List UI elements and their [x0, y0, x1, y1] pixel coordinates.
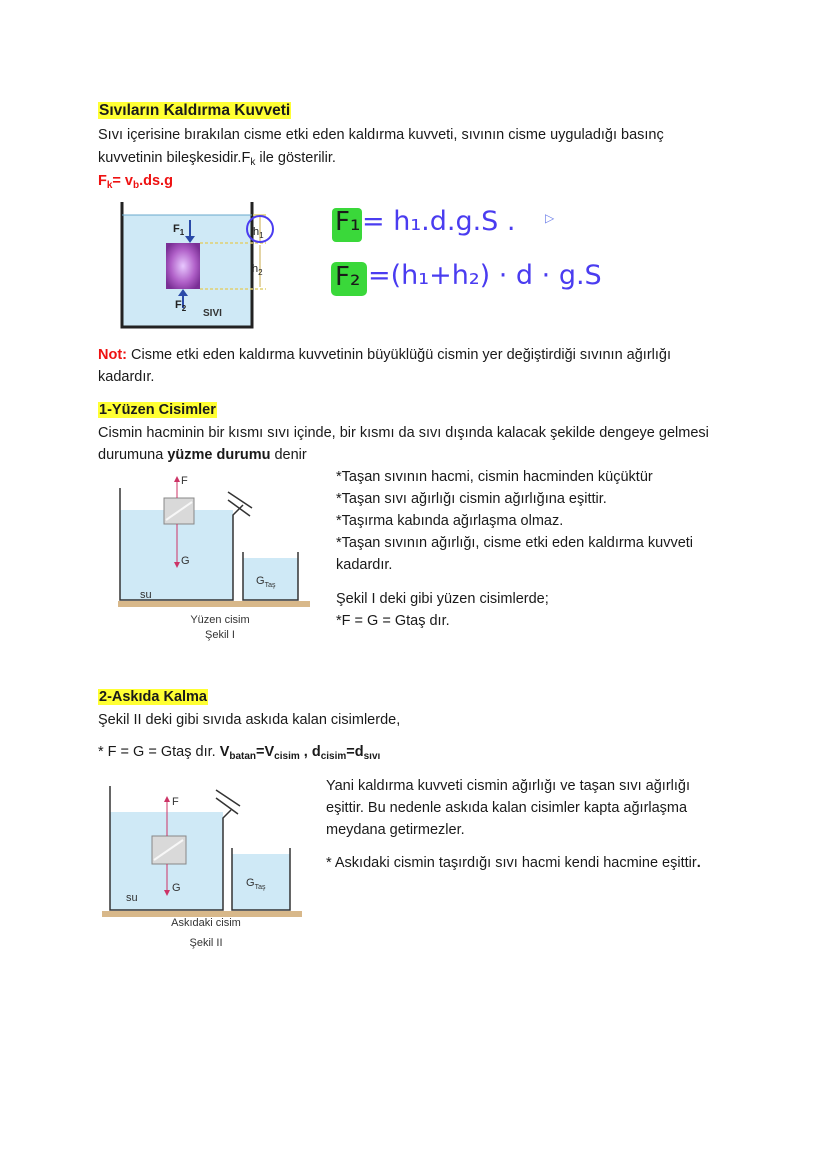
intro-line-1: Sıvı içerisine bırakılan cisme etki eden kaldırma kuvveti, sıvının cisme uyguladığı basınç	[98, 127, 664, 143]
liquid-label: SIVI	[203, 308, 222, 319]
f-label: F	[181, 475, 188, 487]
floating-line-1: Cismin hacminin bir kısmı sıvı içinde, bir kısmı da sıvı dışında kalacak şekilde dengeye gelmesi	[98, 425, 709, 441]
f1-handwritten-expression: = h₁.d.g.S .	[362, 206, 516, 237]
suspended-para-2: eşittir. Bu nedenle askıda kalan cisimler kapta ağırlaşma	[326, 800, 688, 816]
f1-handwritten-label: F₁	[335, 207, 361, 237]
floating-point-3: *Taşırma kabında ağırlaşma olmaz.	[336, 513, 564, 529]
note-line-2: kadardır.	[98, 369, 155, 385]
intro-line-2: kuvvetinin $bileşkesidir.F_k$ ile gösterilir.	[98, 150, 336, 168]
suspended-figure	[98, 778, 308, 956]
g-label: G	[172, 882, 181, 894]
floating-figure	[110, 470, 315, 648]
h1-label: $h_1$	[253, 226, 264, 240]
suspended-title: 2-Askıda Kalma	[99, 689, 207, 705]
overflow-water	[243, 558, 298, 600]
g-label: G	[181, 555, 190, 567]
f2-handwritten-expression: =(h₁+h₂) · d · g.S	[368, 260, 602, 291]
floating-point-5: kadardır.	[336, 557, 393, 573]
caption-2: Şekil II	[189, 937, 223, 949]
suspended-para-1: Yani kaldırma kuvveti cismin ağırlığı ve taşan sıvı ağırlığı	[326, 778, 690, 794]
spout-lines	[216, 790, 240, 814]
submerged-block	[166, 243, 200, 289]
su-label: su	[140, 589, 152, 601]
buoyant-arrowhead	[164, 796, 170, 802]
floating-point-1: *Taşan sıvının hacmi, cismin hacminden küçüktür	[336, 469, 653, 485]
caption-1: Askıdaki cisim	[171, 917, 241, 929]
gtas-label: $G_{Taş}$	[246, 877, 266, 891]
su-label: su	[126, 892, 138, 904]
cursor-icon: ▷	[545, 211, 555, 225]
note-line-1: Not: Cisme etki eden kaldırma kuvvetinin büyüklüğü cismin yer değiştirdiği sıvının ağırlığı	[98, 347, 671, 363]
section-title: Sıvıların Kaldırma Kuvveti	[99, 102, 291, 119]
ground-shelf	[118, 601, 310, 607]
pressure-figure	[118, 198, 293, 330]
caption-2: Şekil I	[205, 629, 235, 641]
suspended-line-1: Şekil II deki gibi sıvıda askıda kalan cisimlerde,	[98, 712, 401, 728]
f2-label: $F_2$	[175, 299, 187, 313]
buoyancy-formula: $F_k= v_b.ds.g$	[98, 173, 173, 191]
floating-line-2: durumuna yüzme durumu denir	[98, 447, 307, 463]
overflow-water	[232, 854, 290, 910]
f1-label: $F_1$	[173, 223, 185, 237]
floating-shape-note: Şekil I deki gibi yüzen cisimlerde;	[336, 591, 549, 607]
caption-1: Yüzen cisim	[190, 614, 250, 626]
h2-label: $h_2$	[252, 263, 263, 277]
f2-handwritten-label: F₂	[335, 262, 361, 292]
suspended-note: * Askıdaki cismin taşırdığı sıvı hacmi kendi hacmine eşittir.	[326, 855, 701, 871]
floating-point-2: *Taşan sıvı ağırlığı cismin ağırlığına eşittir.	[336, 491, 607, 507]
suspended-para-3: meydana getirmezler.	[326, 822, 465, 838]
floating-title: 1-Yüzen Cisimler	[99, 402, 216, 418]
gtas-label: $G_{Taş}$	[256, 575, 276, 589]
f-label: F	[172, 796, 179, 808]
floating-equation: *F = G = Gtaş dır.	[336, 613, 450, 629]
buoyant-arrowhead	[174, 476, 180, 482]
suspended-equation: * F = G = Gtaş dır. $V_{batan}=V_{cisim}$ , $d_{cisim}=d_{sıvı}$	[98, 744, 381, 762]
floating-point-4: *Taşan sıvının ağırlığı, cisme etki eden kaldırma kuvveti	[336, 535, 694, 551]
